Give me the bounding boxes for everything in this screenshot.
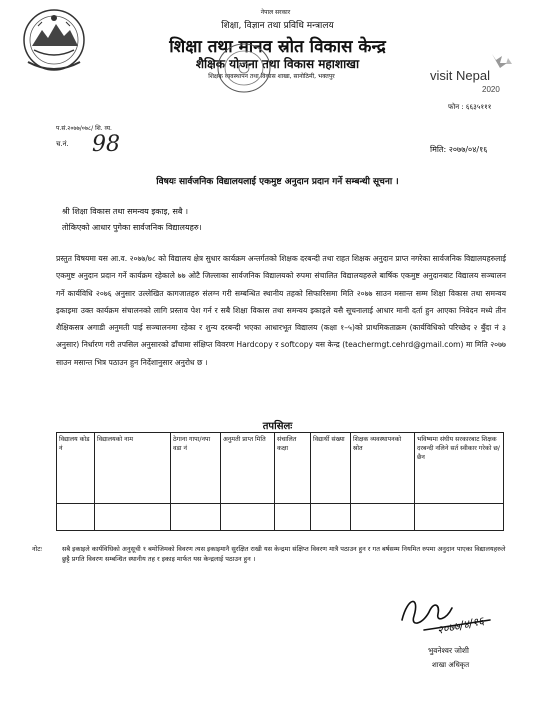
division-name: शैक्षिक योजना तथा विकास महाशाखा xyxy=(195,57,360,71)
note-text: सबै इकाइले कार्यविधिको अनुसूची १ बमोजिमको विवरण त्यस इकाइमानै सुरक्षित राखी यस केन्द्रमा संक्षिप्त विवरण मात्रै पठाउन हुन र गत बर्षसम्म नियमित रुपमा अनुदान पाएका विद्यालयहरुले छुट्टै प्रगति विवरण सम्बन्धित स्थानीय तह र इकाइ मार्फत यस केन्द्रलाई पठाउन हुन । xyxy=(62,545,506,563)
table-header-cell: विद्यार्थी संख्या xyxy=(311,433,351,504)
office-stamp-icon xyxy=(216,42,272,94)
phone-number: फोन : ६६३५१११ xyxy=(448,103,492,111)
table-header-cell: विद्यालय कोड नं xyxy=(57,433,95,504)
handwritten-signature xyxy=(394,590,509,638)
details-table xyxy=(56,432,504,531)
visit-nepal-text: visit Nepal xyxy=(430,68,490,83)
table-header-row xyxy=(57,433,504,504)
dispatch-number-label: च.नं. xyxy=(56,140,69,148)
visit-nepal-logo xyxy=(430,50,530,98)
letter-subject: विषयः सार्वजनिक विद्यालयलाई एकमुष्ट अनुदान प्रदान गर्ने सम्बन्धी सूचना । xyxy=(156,177,399,187)
table-header-cell: भविष्यमा संघीय सरकारबाट शिक्षक दरबन्दी नलिने सर्त स्वीकार गरेको छ/छैन xyxy=(415,433,504,504)
letter-date: मिति: २०७७/०४/१६ xyxy=(430,145,488,154)
visit-nepal-year: 2020 xyxy=(482,85,500,94)
addressee-line-1: श्री शिक्षा विकास तथा समन्वय इकाइ, सबै । xyxy=(62,207,189,216)
dispatch-number-handwritten: 98 xyxy=(92,132,120,157)
table-empty-row xyxy=(57,504,504,531)
table-header-cell: विद्यालयको नाम xyxy=(95,433,171,504)
signature-date: २०७७/४/१६ xyxy=(435,614,486,637)
signer-title: शाखा अधिकृत xyxy=(432,661,470,669)
table-header-cell: संचालित कक्षा xyxy=(275,433,311,504)
section-address: शिक्षक व्यवस्थापन तथा विकास शाखा, सानोठिमी, भक्तपुर xyxy=(208,73,335,80)
addressee-line-2: तोकिएको आधार पुगेका सार्वजनिक विद्यालयहरु। xyxy=(62,223,202,232)
table-header-cell: ठेगाना गापा/नपा वडा नं xyxy=(171,433,221,504)
body-paragraph: प्रस्तुत विषयमा यस आ.व. २०७७/७८ को विद्यालय क्षेत्र सुधार कार्यक्रम अन्तर्गतको शिक्षक दरबन्दी तथा राहत शिक्षक अनुदान प्राप्त नगरेका सार्वजनिक विद्यालयहरुलाई एकमुष्ट अनुदान प्रदान गर्ने कार्यक्रम रहेकाले ७७ ओटै जिल्लाका सार्वजनिक विद्यालयको रुपमा संचालित विद्यालयहरुले बार्षिक एकमुष्ट अनुदानबाट विद्यालय सञ्चालन गर्ने कार्यविधि २०७६ अनुसार उल्लेखित कागजातहरु संलग्न गरी सम्बन्धित स्थानीय तहको सिफारिसमा मिति २०७७ साउन मसान्त सम्म शिक्षा विकास तथा समन्वय इकाइमा उक्त कार्यक्रम संचालनको लागि प्रस्ताव पेश गर्न र सबै शिक्षा विकास तथा समन्वय इकाइले यसै सूचनालाई आधार मानी दर्ता हुन आएका निवेदन मध्ये तीन शैक्षिकसत्र अगाडी अनुमती पाई सञ्चालनमा रहेका र शुन्य दरबन्दी भएका आधारभूत विद्यालय (कक्षा १–५)को प्राथमिकताक्रम (कार्यविधिको परिच्छेद २ बुँदा नं ३ अनुसार) निर्धारण गरी तपसिल अनुसारको ढाँचामा संक्षिप्त विवरण Hardcopy र softcopy यस केन्द्र (teachermgt.cehrd@gmail.com) मा मिति २०७७ साउन मसान्त भित्र पठाउन हुन निर्देशानुसार अनुरोध छ । xyxy=(56,254,506,367)
ministry-name: शिक्षा, विज्ञान तथा प्रविधि मन्त्रालय xyxy=(221,21,334,31)
center-name: शिक्षा तथा मानव स्रोत विकास केन्द्र xyxy=(169,37,386,57)
table-header-cell: अनुमती प्राप्त मिति xyxy=(221,433,275,504)
government-label: नेपाल सरकार xyxy=(260,9,291,16)
signer-name: भुवनेश्वर जोशी xyxy=(428,646,469,655)
note-label: नोटः xyxy=(32,545,42,553)
letter-reference-number: प.सं.२०७७/०७८/ शि. व्य. xyxy=(56,125,112,132)
details-table-title: तपसिलः xyxy=(262,421,293,432)
table-header-cell: शिक्षक व्यवस्थापनको स्रोत xyxy=(351,433,415,504)
